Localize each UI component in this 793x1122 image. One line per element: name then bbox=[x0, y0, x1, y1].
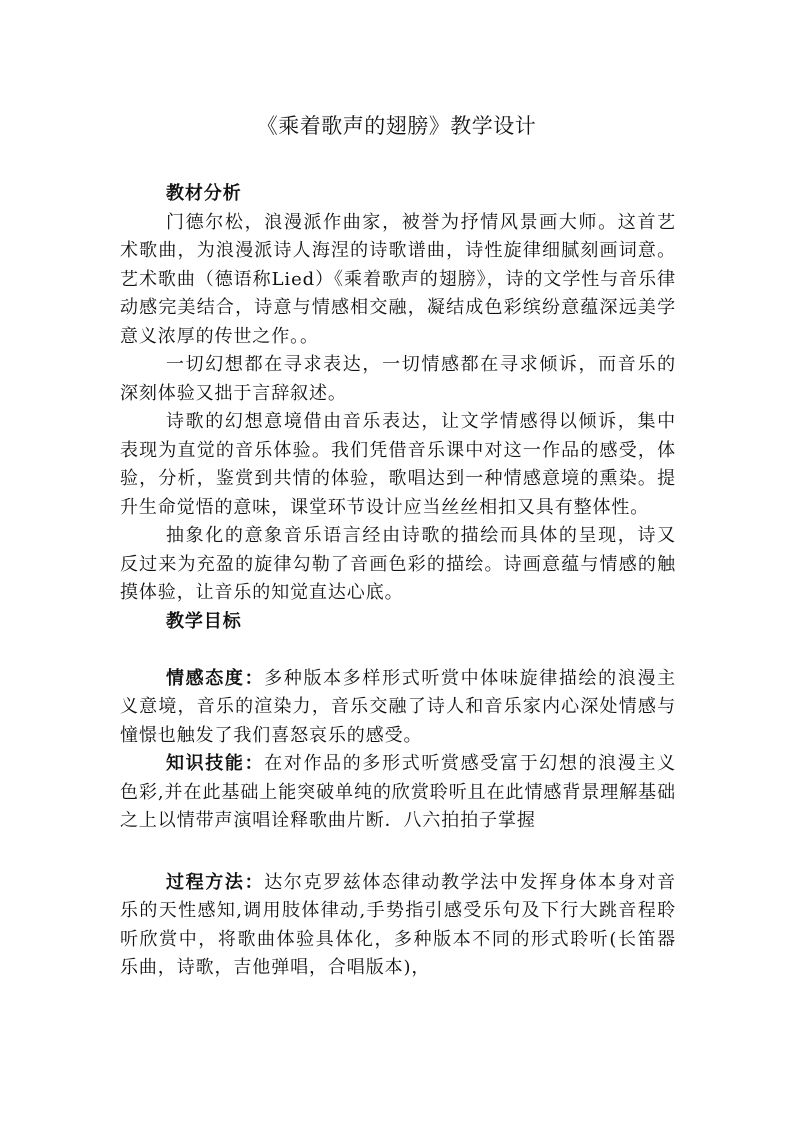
goal-label-knowledge: 知识技能： bbox=[166, 753, 265, 774]
analysis-paragraph-4: 抽象化的意象音乐语言经由诗歌的描绘而具体的呈现，诗又反过来为充盈的旋律勾勒了音画色彩的描绘。诗画意蕴与情感的触摸体验，让音乐的知觉直达心底。 bbox=[120, 525, 676, 603]
goal-text-emotion: 多种版本多样形式听赏中体味旋律描绘的浪漫主义意境，音乐的渲染力，音乐交融了诗人和音乐家内心深处情感与憧憬也触发了我们喜怒哀乐的感受。 bbox=[120, 667, 676, 746]
blank-line bbox=[120, 636, 676, 665]
goal-text-process: 达尔克罗兹体态律动教学法中发挥身体本身对音乐的天性感知,调用肢体律动,手势指引感受乐句及下行大跳音程聆听欣赏中，将歌曲体验具体化，多种版本不同的形式聆听(长笛器乐曲，诗歌，吉他弹唱，合唱版本)， bbox=[120, 871, 676, 978]
goal-item-knowledge bbox=[120, 750, 676, 836]
section-heading-analysis: 教材分析 bbox=[166, 183, 242, 204]
blank-line bbox=[120, 836, 676, 869]
document-body bbox=[120, 180, 676, 983]
analysis-paragraph-2: 一切幻想都在寻求表达，一切情感都在寻求倾诉，而音乐的深刻体验又拙于言辞叙述。 bbox=[120, 354, 676, 404]
goal-label-emotion: 情感态度： bbox=[166, 667, 265, 689]
goal-item-process bbox=[120, 869, 676, 983]
goal-text-knowledge: 在对作品的多形式听赏感受富于幻想的浪漫主义色彩,并在此基础上能突破单纯的欣赏聆听且在此情感背景理解基础之上以情带声演唱诠释歌曲片断．八六拍拍子掌握 bbox=[120, 753, 676, 831]
goal-item-emotion bbox=[120, 665, 676, 751]
analysis-paragraph-3: 诗歌的幻想意境借由音乐表达，让文学情感得以倾诉，集中表现为直觉的音乐体验。我们凭借音乐课中对这一作品的感受，体验，分析，鉴赏到共情的体验，歌唱达到一种情感意境的熏染。提升生命觉悟的意味，课堂环节设计应当丝丝相扣又具有整体性。 bbox=[120, 411, 676, 518]
goal-label-process: 过程方法： bbox=[166, 871, 265, 893]
section-heading-goals: 教学目标 bbox=[166, 610, 242, 632]
document-title: 《乘着歌声的翅膀》教学设计 bbox=[256, 114, 537, 138]
analysis-paragraph-1: 门德尔松，浪漫派作曲家，被誉为抒情风景画大师。这首艺术歌曲，为浪漫派诗人海涅的诗歌谱曲，诗性旋律细腻刻画词意。艺术歌曲（德语称Lied）《乘着歌声的翅膀》，诗的文学性与音乐律动感完美结合，诗意与情感相交融，凝结成色彩缤纷意蕴深远美学意义浓厚的传世之作。。 bbox=[120, 211, 676, 347]
